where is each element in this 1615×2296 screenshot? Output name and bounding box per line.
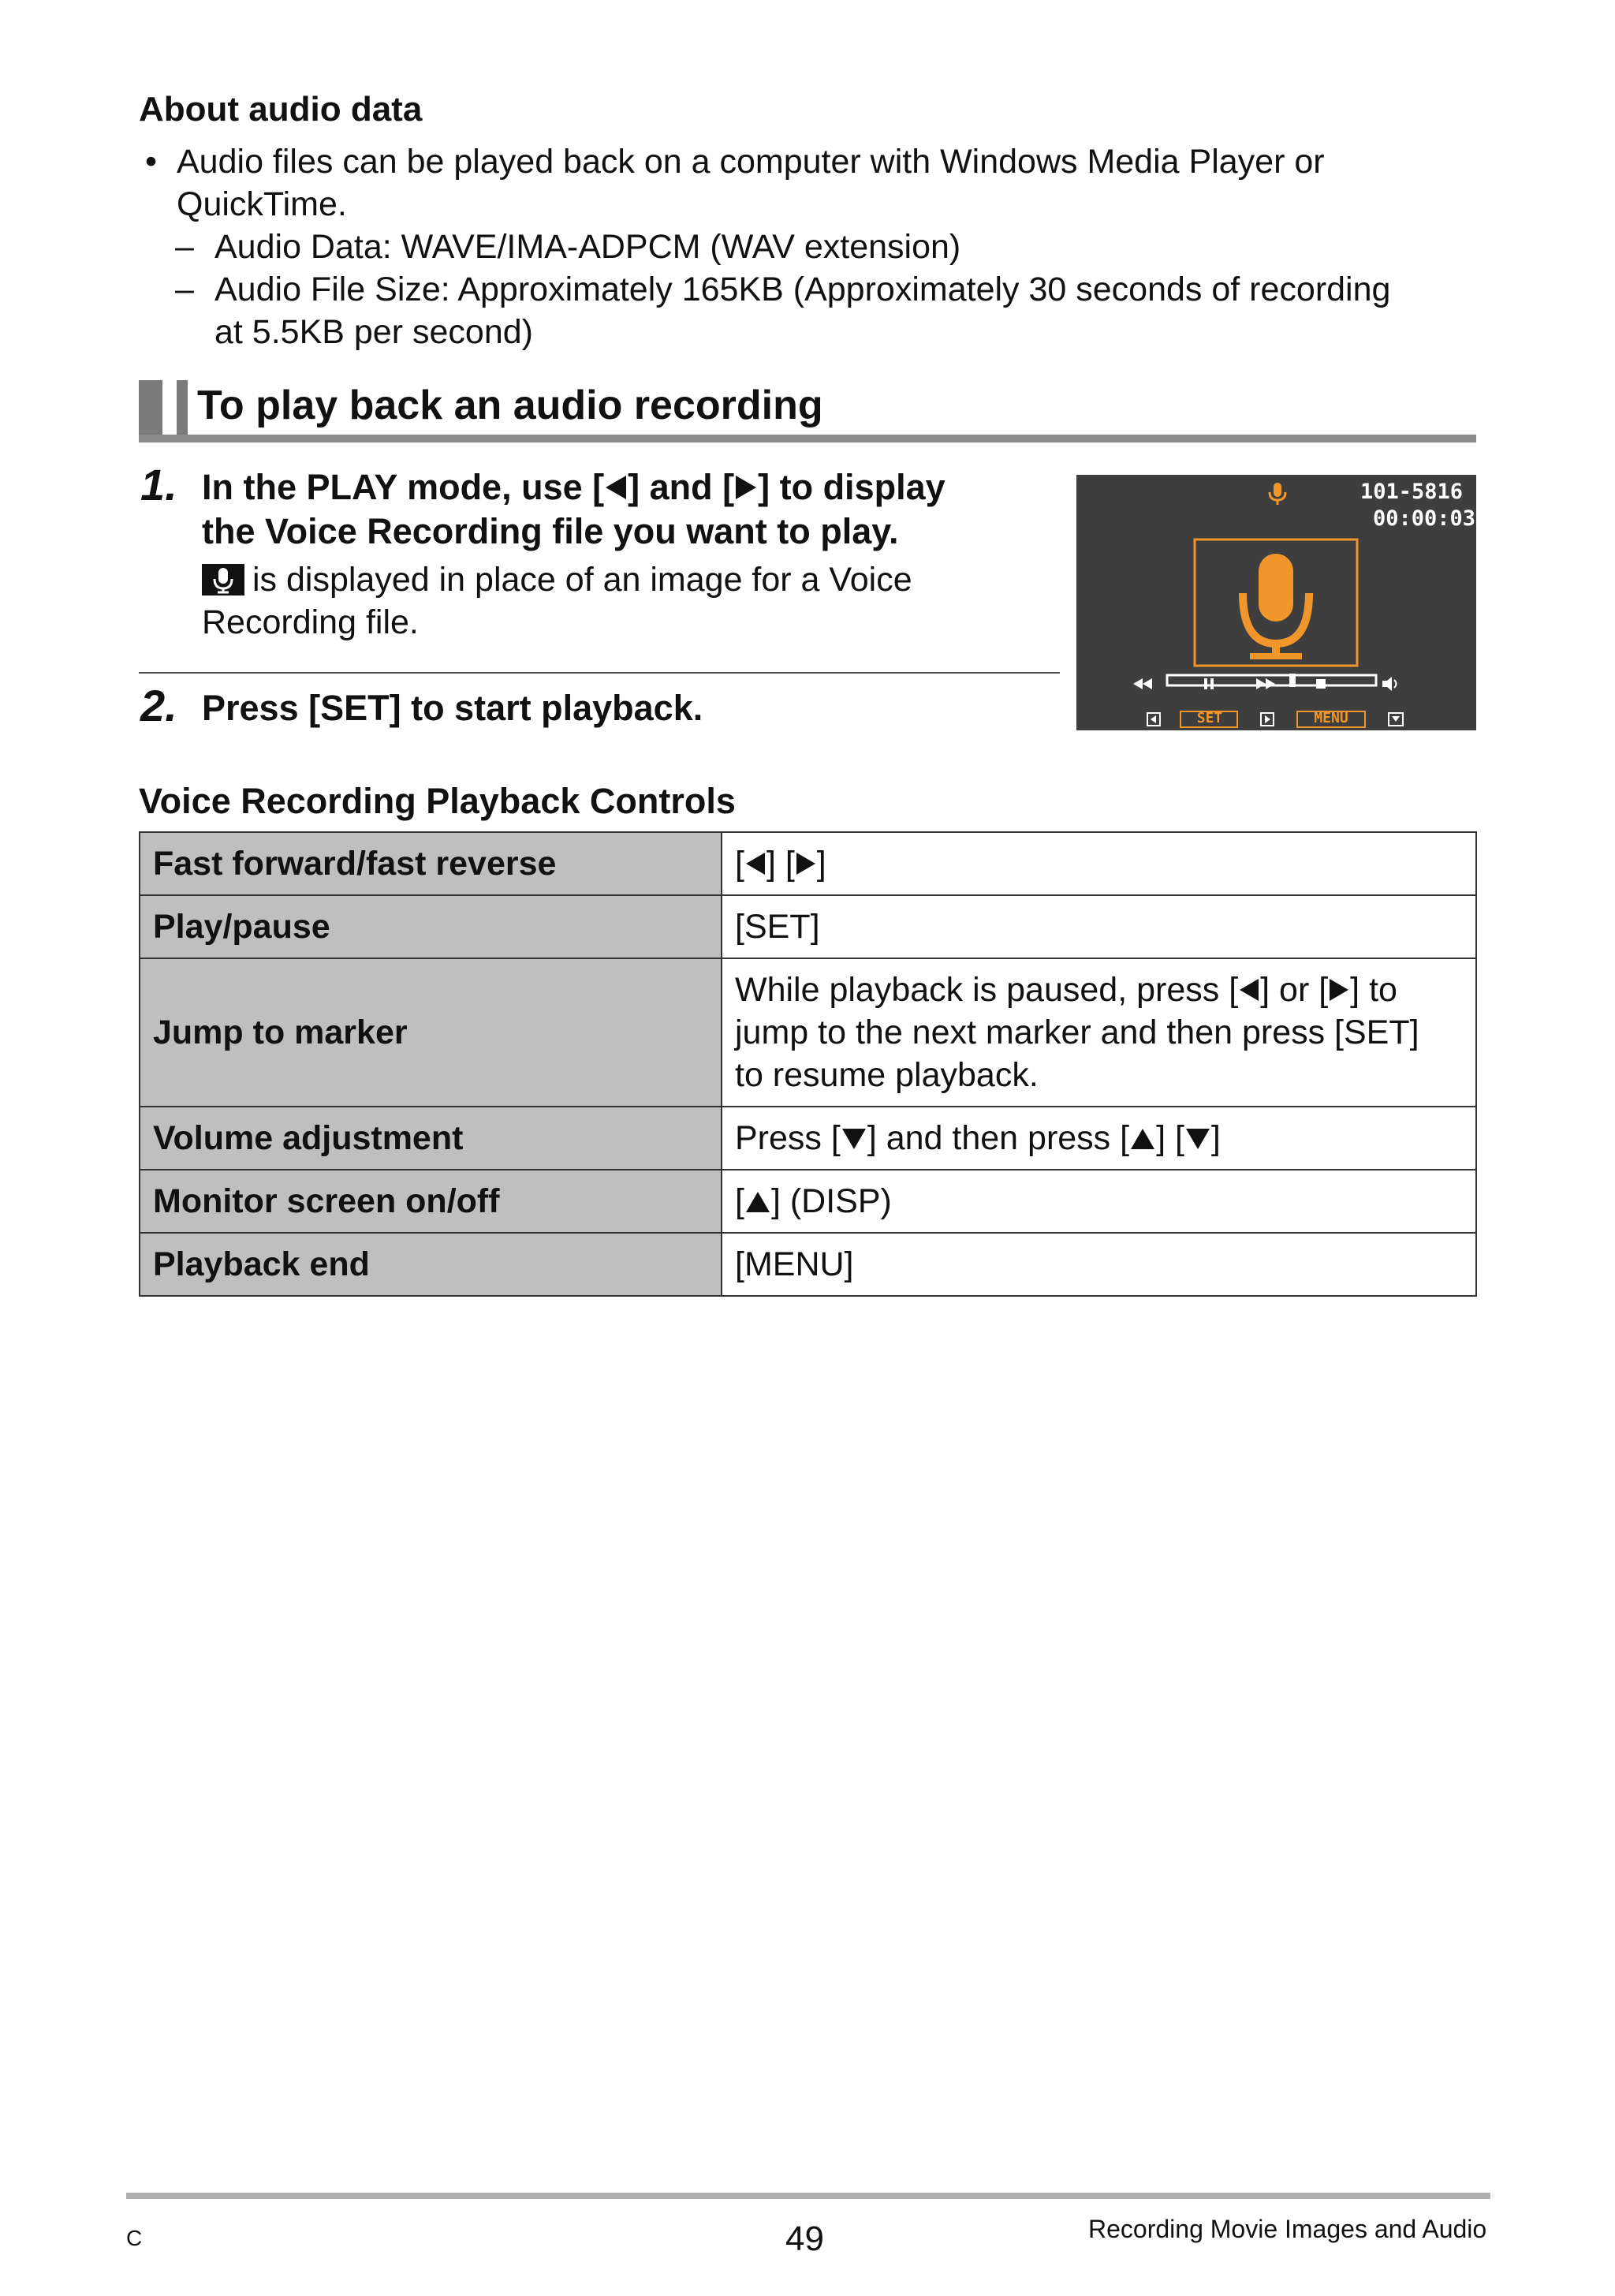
footer-section-name: Recording Movie Images and Audio — [1088, 2215, 1487, 2243]
step-1-description: is displayed in place of an image for a Voice Recording file. — [202, 558, 1069, 644]
controls-table-heading: Voice Recording Playback Controls — [139, 781, 736, 821]
table-row — [140, 1170, 1476, 1233]
menu-key-label: MENU — [1314, 710, 1348, 726]
section-marker-bar-thin — [177, 380, 188, 440]
control-value: [ ] [ ] — [722, 832, 1476, 895]
control-label: Play/pause — [140, 895, 722, 958]
file-size-line-2: at 5.5KB per second) — [214, 313, 533, 351]
table-row — [140, 895, 1476, 958]
right-arrow-icon — [795, 851, 817, 876]
controls-table — [139, 831, 1477, 1297]
file-size-line-1: Audio File Size: Approximately 165KB (Approximately 30 seconds of recording — [214, 271, 1391, 308]
progress-marker — [1289, 674, 1296, 687]
control-label: Monitor screen on/off — [140, 1170, 722, 1233]
left-arrow-icon — [604, 474, 628, 501]
about-audio-heading: About audio data — [139, 90, 423, 129]
control-value: [ ] (DISP) — [722, 1170, 1476, 1233]
up-arrow-icon — [1129, 1127, 1156, 1151]
step-1-description-line-2: Recording file. — [202, 603, 419, 641]
left-arrow-icon — [744, 851, 766, 876]
step-2-number: 2. — [140, 681, 177, 730]
section-underline — [139, 435, 1476, 442]
volume-icon — [1382, 677, 1392, 691]
pause-icon — [1204, 678, 1207, 689]
file-number: 101-5816 — [1360, 480, 1464, 504]
table-row — [140, 1107, 1476, 1170]
down-arrow-icon — [1184, 1127, 1211, 1151]
audio-data-format: Audio Data: WAVE/IMA-ADPCM (WAV extension) — [214, 228, 961, 266]
down-arrow-icon — [841, 1127, 867, 1151]
table-row — [140, 1233, 1476, 1296]
large-mic-icon — [1243, 554, 1309, 656]
control-label: Volume adjustment — [140, 1107, 722, 1170]
stop-icon — [1316, 679, 1326, 689]
small-mic-icon — [1270, 483, 1285, 505]
dash-mark-1: – — [175, 228, 194, 266]
left-arrow-icon — [1238, 977, 1260, 1002]
voice-recording-icon — [202, 564, 244, 595]
dash-mark-2: – — [175, 271, 194, 308]
step-divider — [139, 672, 1060, 674]
camera-screen — [1076, 475, 1476, 730]
table-row — [140, 958, 1476, 1107]
bullet-line-1: Audio files can be played back on a computer with Windows Media Player or — [177, 143, 1325, 181]
audio-file-size — [214, 268, 1492, 353]
set-key-label: SET — [1196, 710, 1223, 726]
step-1-title: In the PLAY mode, use [ ] and [ ] to display the Voice Recording file you want to play. — [202, 465, 1069, 554]
section-marker-bar — [139, 380, 162, 440]
table-row — [140, 832, 1476, 895]
control-label: Fast forward/fast reverse — [140, 832, 722, 895]
bullet-mark: • — [145, 143, 158, 181]
control-value: While playback is paused, press [ ] or [ ] to jump to the next marker and then press [SET] to resume playback. — [722, 958, 1476, 1107]
step-1-title-line-2: the Voice Recording file you want to play. — [202, 511, 899, 551]
bullet-line-2: QuickTime. — [177, 185, 347, 223]
control-value: Press [ ] and then press [ ] [ ] — [722, 1107, 1476, 1170]
footer-rule — [126, 2193, 1490, 2199]
footer-mark: C — [126, 2226, 143, 2250]
control-label: Playback end — [140, 1233, 722, 1296]
control-value: [MENU] — [722, 1233, 1476, 1296]
right-arrow-icon — [734, 474, 758, 501]
right-arrow-icon — [1328, 977, 1350, 1002]
up-arrow-icon — [744, 1190, 771, 1214]
section-title: To play back an audio recording — [197, 383, 823, 428]
bullet-text — [177, 140, 1454, 226]
control-label: Jump to marker — [140, 958, 722, 1107]
elapsed-time: 00:00:03 — [1373, 506, 1476, 531]
page-number: 49 — [785, 2219, 824, 2258]
rewind-icon — [1143, 678, 1152, 689]
step-2-title: Press [SET] to start playback. — [202, 688, 703, 728]
control-value: [SET] — [722, 895, 1476, 958]
step-1-number: 1. — [140, 460, 177, 510]
